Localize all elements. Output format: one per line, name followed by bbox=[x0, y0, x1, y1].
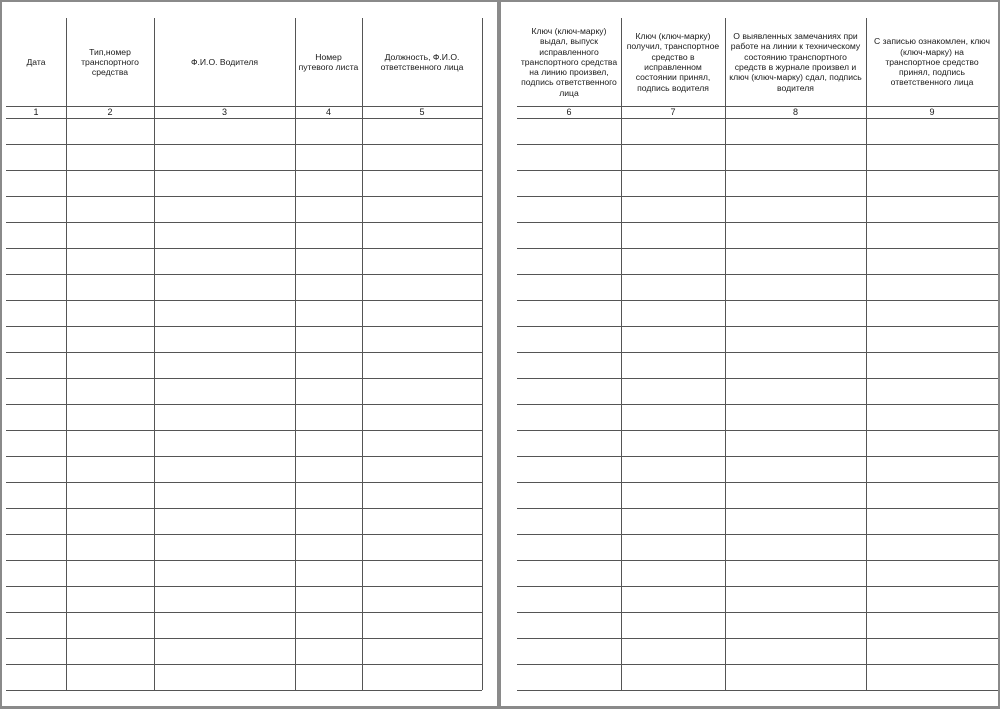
row-divider bbox=[6, 352, 482, 353]
row-divider bbox=[6, 300, 482, 301]
row-divider bbox=[517, 196, 998, 197]
row-divider bbox=[6, 534, 482, 535]
column-number: 8 bbox=[792, 106, 798, 117]
row-divider bbox=[517, 170, 998, 171]
row-divider bbox=[517, 690, 998, 691]
row-divider bbox=[517, 508, 998, 509]
row-divider bbox=[517, 560, 998, 561]
header-key-received: Ключ (ключ-марку) получил, транспортное средство в исправленном состоянии принял, подпись водителя bbox=[626, 31, 720, 93]
row-divider bbox=[6, 404, 482, 405]
row-divider bbox=[517, 378, 998, 379]
row-divider bbox=[6, 326, 482, 327]
row-divider bbox=[6, 664, 482, 665]
left-page bbox=[2, 2, 497, 706]
column-number: 3 bbox=[221, 106, 227, 117]
header-remarks: О выявленных замечаниях при работе на линии к техническому состоянию транспортного средств в журнале произвел и ключ (ключ-марку) сдал, подпись водителя bbox=[729, 31, 862, 93]
row-divider bbox=[6, 508, 482, 509]
row-divider bbox=[517, 352, 998, 353]
row-divider bbox=[517, 612, 998, 613]
row-divider bbox=[6, 560, 482, 561]
column-number: 2 bbox=[107, 106, 113, 117]
row-divider bbox=[517, 222, 998, 223]
right-page bbox=[501, 2, 998, 706]
row-divider bbox=[6, 638, 482, 639]
header-vehicle: Тип,номер транспортного средства bbox=[81, 46, 139, 78]
header-date: Дата bbox=[26, 56, 46, 67]
row-divider bbox=[517, 248, 998, 249]
row-divider bbox=[6, 196, 482, 197]
row-divider bbox=[517, 534, 998, 535]
row-divider bbox=[517, 144, 998, 145]
row-divider bbox=[517, 456, 998, 457]
column-number: 9 bbox=[929, 106, 935, 117]
row-divider bbox=[517, 300, 998, 301]
header-responsible-person: Должность, Ф.И.О. ответственного лица bbox=[380, 51, 464, 72]
row-divider bbox=[517, 404, 998, 405]
row-divider bbox=[6, 170, 482, 171]
row-divider bbox=[6, 118, 482, 119]
row-divider bbox=[517, 482, 998, 483]
row-divider bbox=[517, 274, 998, 275]
row-divider bbox=[6, 690, 482, 691]
header-acknowledged: С записью ознакомлен, ключ (ключ-марку) на транспортное средство принял, подпись ответственного лица bbox=[874, 36, 990, 88]
column-number: 5 bbox=[419, 106, 425, 117]
header-waybill-number: Номер путевого листа bbox=[298, 51, 359, 72]
row-divider bbox=[6, 612, 482, 613]
header-driver-name: Ф.И.О. Водителя bbox=[190, 56, 259, 67]
row-divider bbox=[517, 430, 998, 431]
column-number: 1 bbox=[33, 106, 39, 117]
column-number: 4 bbox=[325, 106, 331, 117]
row-divider bbox=[6, 144, 482, 145]
row-divider bbox=[6, 274, 482, 275]
row-divider bbox=[6, 378, 482, 379]
row-divider bbox=[517, 118, 998, 119]
row-divider bbox=[6, 456, 482, 457]
header-key-issued: Ключ (ключ-марку) выдал, выпуск исправленного транспортного средства на линию произвел, подпись ответственного лица bbox=[520, 25, 618, 98]
row-divider bbox=[6, 482, 482, 483]
row-divider bbox=[517, 586, 998, 587]
row-divider bbox=[6, 586, 482, 587]
column-divider bbox=[482, 18, 483, 690]
row-divider bbox=[517, 638, 998, 639]
column-number: 7 bbox=[670, 106, 676, 117]
row-divider bbox=[6, 222, 482, 223]
row-divider bbox=[517, 326, 998, 327]
column-number: 6 bbox=[566, 106, 572, 117]
row-divider bbox=[517, 664, 998, 665]
row-divider bbox=[6, 248, 482, 249]
row-divider bbox=[6, 430, 482, 431]
